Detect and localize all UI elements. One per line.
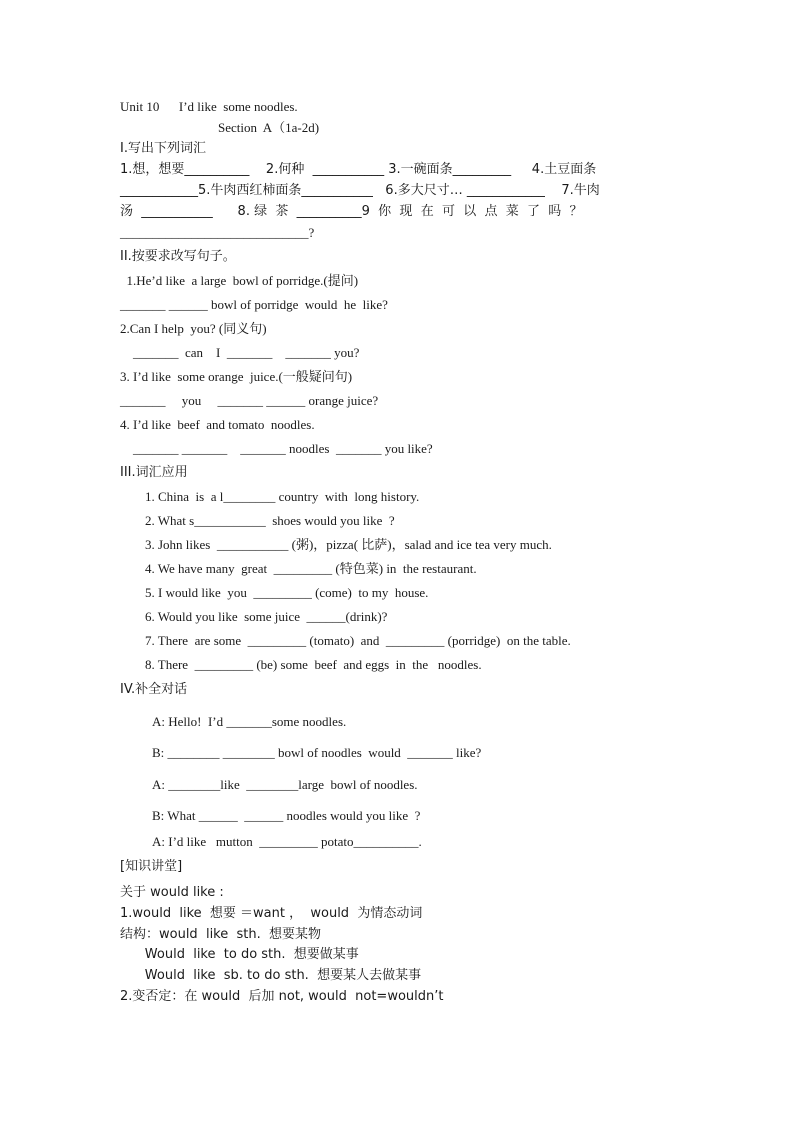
part3-line-1: 1. China is a l________ country with long history. bbox=[145, 489, 420, 504]
part4-line-4: B: What ______ ______ noodles would you like ? bbox=[152, 808, 421, 823]
part2-line-6: _______ you _______ ______ orange juice? bbox=[120, 393, 379, 408]
part3-line-4: 4. We have many great _________ (特色菜) in the restaurant. bbox=[145, 561, 477, 576]
part3-line-7: 7. There are some _________ (tomato) and _________ (porridge) on the table. bbox=[145, 633, 571, 648]
knowledge-line-3: 结构：would like sth. 想要某物 bbox=[120, 927, 322, 942]
part2-line-3: 2.Can I help you? (同义句) bbox=[120, 321, 267, 336]
part4-line-3: A: ________like ________large bowl of noodles. bbox=[152, 777, 418, 792]
part4-line-5: A: I’d like mutton _________ potato__________. bbox=[152, 834, 422, 849]
part3-heading: III.词汇应用 bbox=[120, 465, 188, 480]
part4-heading: IV.补全对话 bbox=[120, 682, 188, 697]
part1-line-2: ____________5.牛肉西红柿面条___________ 6.多大尺寸… ____________ 7.牛肉 bbox=[120, 183, 600, 198]
part4-line-1: A: Hello! I’d _______some noodles. bbox=[152, 714, 347, 729]
part2-line-1: 1.He’d like a large bowl of porridge.(提问) bbox=[120, 273, 359, 288]
knowledge-line-1: 关于 would like : bbox=[120, 885, 224, 900]
part1-line-1: 1.想，想要__________ 2.何种 ___________ 3.一碗面条_________ 4.土豆面条 bbox=[120, 162, 597, 177]
part3-line-6: 6. Would you like some juice ______(drink)? bbox=[145, 609, 388, 624]
knowledge-line-5: Would like sb. to do sth. 想要某人去做某事 bbox=[120, 968, 422, 983]
part2-heading: II.按要求改写句子。 bbox=[120, 249, 236, 264]
part2-line-4: _______ can I _______ _______ you? bbox=[120, 345, 360, 360]
unit-title: Unit 10 I’d like some noodles. bbox=[120, 99, 298, 114]
part4-line-2: B: ________ ________ bowl of noodles would _______ like? bbox=[152, 745, 482, 760]
part2-line-8: _______ _______ _______ noodles _______ you like? bbox=[120, 441, 433, 456]
part1-line-4: _____________________________? bbox=[120, 225, 315, 240]
knowledge-line-6: 2.变否定：在 would 后加 not, would not=wouldn’t bbox=[120, 989, 444, 1004]
part3-line-2: 2. What s___________ shoes would you like ? bbox=[145, 513, 395, 528]
part3-line-3: 3. John likes ___________ (粥)，pizza( 比萨)，salad and ice tea very much. bbox=[145, 537, 552, 552]
part3-line-8: 8. There _________ (be) some beef and eggs in the noodles. bbox=[145, 657, 482, 672]
part1-line-3: 汤 ___________ 8. 绿 茶 __________9 你 现 在 可 以 点 菜 了 吗 ？ bbox=[120, 204, 583, 219]
part3-line-5: 5. I would like you _________ (come) to my house. bbox=[145, 585, 429, 600]
part2-line-5: 3. I’d like some orange juice.(一般疑问句) bbox=[120, 369, 353, 384]
knowledge-line-2: 1.would like 想要 ＝want ， would 为情态动词 bbox=[120, 906, 423, 921]
part2-line-2: _______ ______ bowl of porridge would he like? bbox=[120, 297, 388, 312]
section-title: Section A（1a-2d) bbox=[218, 120, 320, 135]
knowledge-heading: [知识讲堂] bbox=[120, 859, 183, 874]
knowledge-line-4: Would like to do sth. 想要做某事 bbox=[120, 947, 359, 962]
part2-line-7: 4. I’d like beef and tomato noodles. bbox=[120, 417, 315, 432]
part1-heading: I.写出下列词汇 bbox=[120, 141, 206, 156]
